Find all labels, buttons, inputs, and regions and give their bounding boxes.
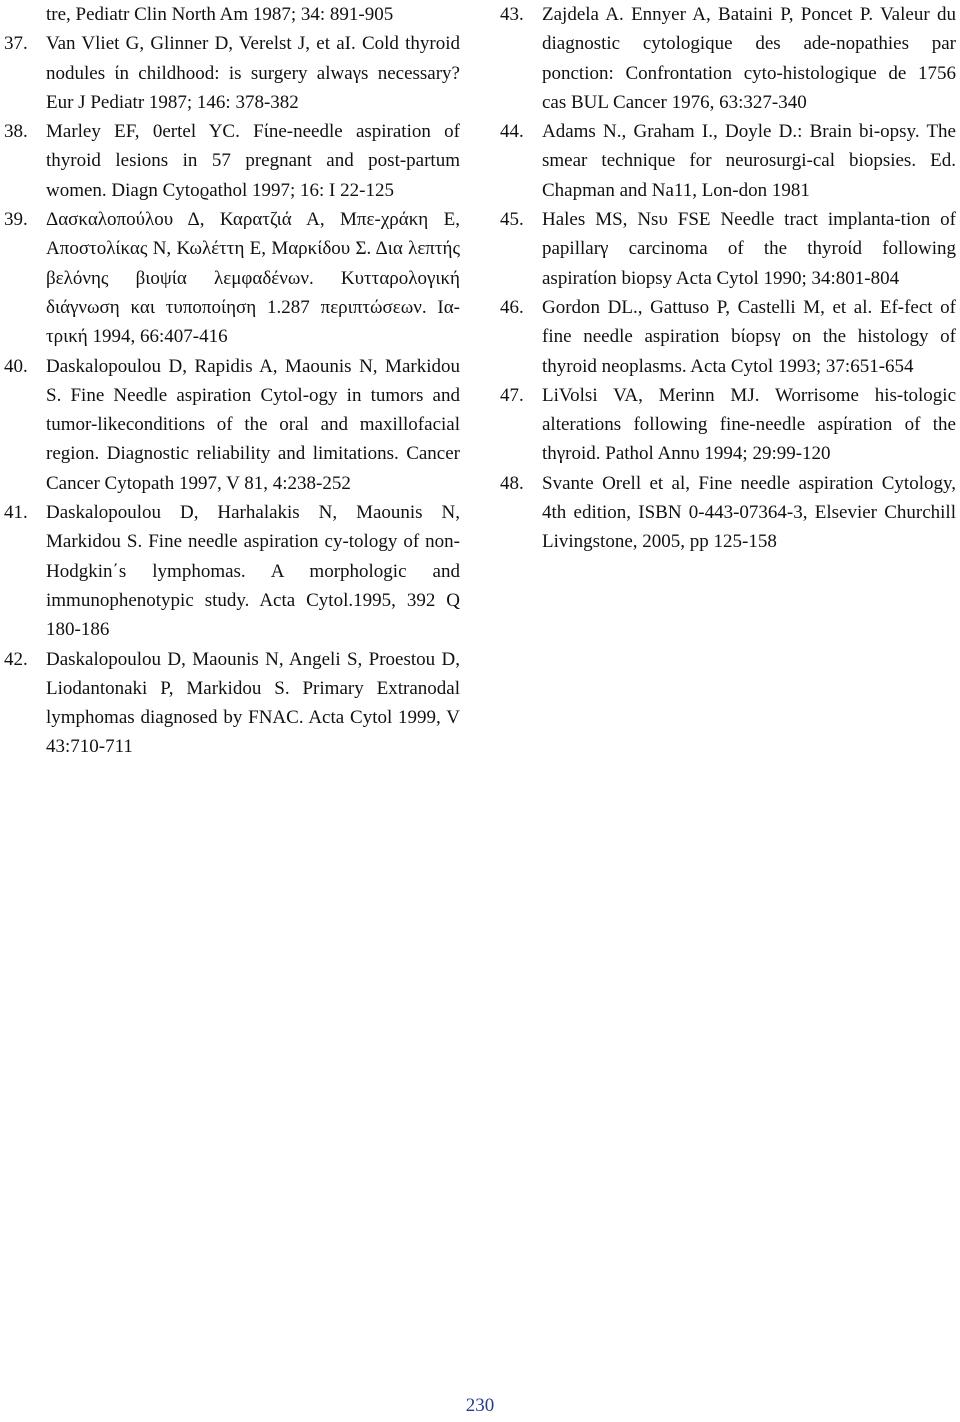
reference-item [500, 0, 956, 117]
reference-text: Δασκαλοπούλου Δ, Καρατζιά Α, Μπε-χράκη Ε, Αποστολίκας Ν, Κωλέττη Ε, Μαρκίδου Σ. Δια λεπτής βελόνης βιοψία λεμφαδένων. Κυτταρολογική διάγνωση και τυποποίηση 1.287 περιπτώσεων. Ια-τρική 1994, 66:407-416 [46, 209, 460, 348]
reference-item [500, 293, 956, 381]
left-reference-column [4, 0, 460, 762]
reference-text: LiVolsi VA, Merinn MJ. Worrisome his-tologic alterations following fine-needle aspίration of the thγroid. Pathol Annυ 1994; 29:99-120 [542, 384, 956, 465]
reference-number: 41. [4, 502, 28, 524]
reference-text: tre, Pediatr Clin North Am 1987; 34: 891-905 [46, 4, 394, 25]
right-reference-column [500, 0, 956, 557]
reference-item [4, 205, 460, 351]
reference-text: Adams N., Graham I., Doyle D.: Brain bi-opsy. The smear technique for neurosurgi-cal biopsies. Ed. Chapman and Na11, Lon-don 1981 [542, 121, 956, 201]
reference-number: 43. [500, 4, 524, 25]
reference-number: 48. [500, 472, 524, 494]
reference-item [500, 205, 956, 293]
reference-text: Hales MS, Nsυ FSE Needle tract implanta-tion of papillarγ carcinoma of the thyroίd following aspiratίon biopsy Acta Cytol 1990; 34:801-804 [542, 209, 956, 289]
reference-text: Marley EF, 0ertel YC. Fίne-needle aspiration of thyroid lesions in 57 pregnant and post-partum women. Diagn Cytoϱathol 1997; 16: I 22-125 [46, 121, 460, 201]
reference-number: 47. [500, 384, 524, 406]
reference-item [4, 29, 460, 117]
reference-text: Svante Orell et al, Fine needle aspiration Cytology, 4th edition, ISBN 0-443-07364-3, Elsevier Churchill Livingstone, 2005, pp 125-158 [542, 472, 956, 553]
reference-number: 37. [4, 33, 28, 55]
reference-text: Daskalopoulou D, Rapidis A, Maounis N, Markidou S. Fine Needle aspiration Cytol-ogy in tumors and tumor-likeconditions of the oral and maxillofacial region. Diagnostic reliability and limitations. Cancer Cancer Cytopath 1997, V 81, 4:238-252 [46, 355, 460, 494]
page-number: 230 [465, 1395, 495, 1416]
reference-text: Van Vliet G, Glinner D, Verelst J, et aI. Cold thyroid nodules ίn childhood: is surgery alwaγs necessary? Eur J Pediatr 1987; 146: 378-382 [46, 33, 460, 113]
reference-number: 40. [4, 355, 28, 377]
reference-number: 45. [500, 209, 524, 231]
reference-text: Daskalopoulou D, Maounis N, Angeli S, Proestou D, Liodantonaki P, Markidou S. Primary Extranodal lymphomas diagnosed by FNAC. Acta Cytol 1999, V 43:710-711 [46, 648, 460, 758]
reference-item [500, 381, 956, 469]
reference-number: 44. [500, 121, 524, 143]
reference-item [500, 469, 956, 557]
reference-item [4, 645, 460, 762]
reference-item [4, 0, 460, 29]
reference-item [4, 117, 460, 205]
reference-text: Daskalopoulou D, Harhalakis N, Maounis N, Markidou S. Fine needle aspiration cy-tology of non-Hodgkin΄s lymphomas. A morphologic and immunophenotypic study. Acta Cytol.1995, 392 Q 180-186 [46, 502, 460, 641]
reference-number: 42. [4, 648, 28, 670]
reference-item [4, 352, 460, 498]
reference-number: 46. [500, 296, 524, 318]
reference-item [4, 498, 460, 644]
reference-number: 39. [4, 209, 28, 231]
reference-number: 38. [4, 121, 28, 143]
reference-item [500, 117, 956, 205]
reference-text: Gordon DL., Gattuso P, Castelli M, et al. Ef-fect of fine needle aspiration bίopsγ on the histology of thyroid neoplasms. Acta Cytol 1993; 37:651-654 [542, 296, 956, 377]
reference-text: Zajdela A. Ennyer A, Bataini P, Poncet P. Valeur du diagnostic cytologique des ade-nopathies par ponction: Confrontation cyto-histologique de 1756 cas BUL Cancer 1976, 63:327-340 [542, 4, 956, 113]
